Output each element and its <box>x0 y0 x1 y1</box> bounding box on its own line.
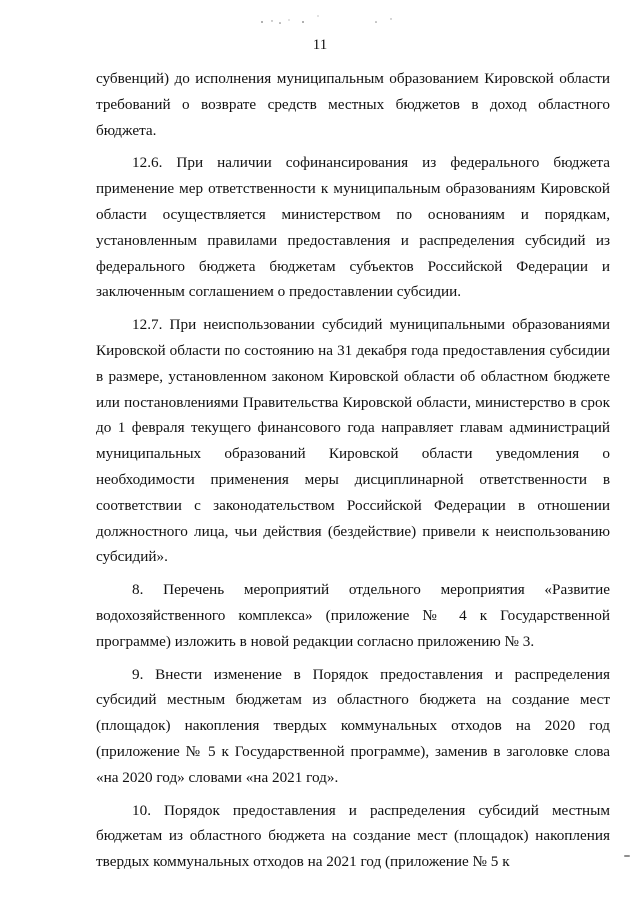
page-number: 11 <box>312 37 328 53</box>
scan-artifact-dots <box>258 14 398 26</box>
paragraph-12-6: 12.6. При наличии софинансирования из федерального бюджета применение мер ответственности к муниципальным образованиям Кировской области осуществляется министерством по основаниям и порядкам, установленным правилами предоставления и распределения субсидий из федерального бюджета бюджетам субъектов Российской Федерации и заключенным соглашением о предоставлении субсидии. <box>96 154 610 301</box>
paragraph-item-9: 9. Внести изменение в Порядок предоставления и распределения субсидий местным бюджетам из областного бюджета на создание мест (площадок) накопления твердых коммунальных отходов на 2020 год (приложение № 5 к Государственной программе), заменив в заголовке слова «на 2020 год» словами «на 2021 год». <box>96 665 610 786</box>
paragraph-item-10: 10. Порядок предоставления и распределения субсидий местным бюджетам из областного бюджета на создание мест (площадок) накопления твердых коммунальных отходов на 2021 год (приложение № 5 к <box>96 801 610 871</box>
scan-artifact-mark <box>624 855 630 857</box>
paragraph-item-8: 8. Перечень мероприятий отдельного мероприятия «Развитие водохозяйственного комплекса» (приложение № 4 к Государственной программе) изложить в новой редакции согласно приложению № 3. <box>96 581 610 650</box>
paragraph-continuation: субвенций) до исполнения муниципальным образованием Кировской области требований о возврате средств местных бюджетов в доход областного бюджета. <box>96 70 610 139</box>
paragraph-12-7: 12.7. При неиспользовании субсидий муниципальными образованиями Кировской области по состоянию на 31 декабря года предоставления субсидии в размере, установленном законом Кировской области об областном бюджете или постановлениями Правительства Кировской области, министерство в срок до 1 февраля текущего финансового года направляет главам администраций муниципальных образований Кировской области уведомления о необходимости применения меры дисциплинарной ответственности в соответствии с законодательством Российской Федерации в отношении должностного лица, чьи действия (бездействие) привели к неиспользованию субсидий». <box>96 316 610 566</box>
document-body <box>96 66 610 875</box>
